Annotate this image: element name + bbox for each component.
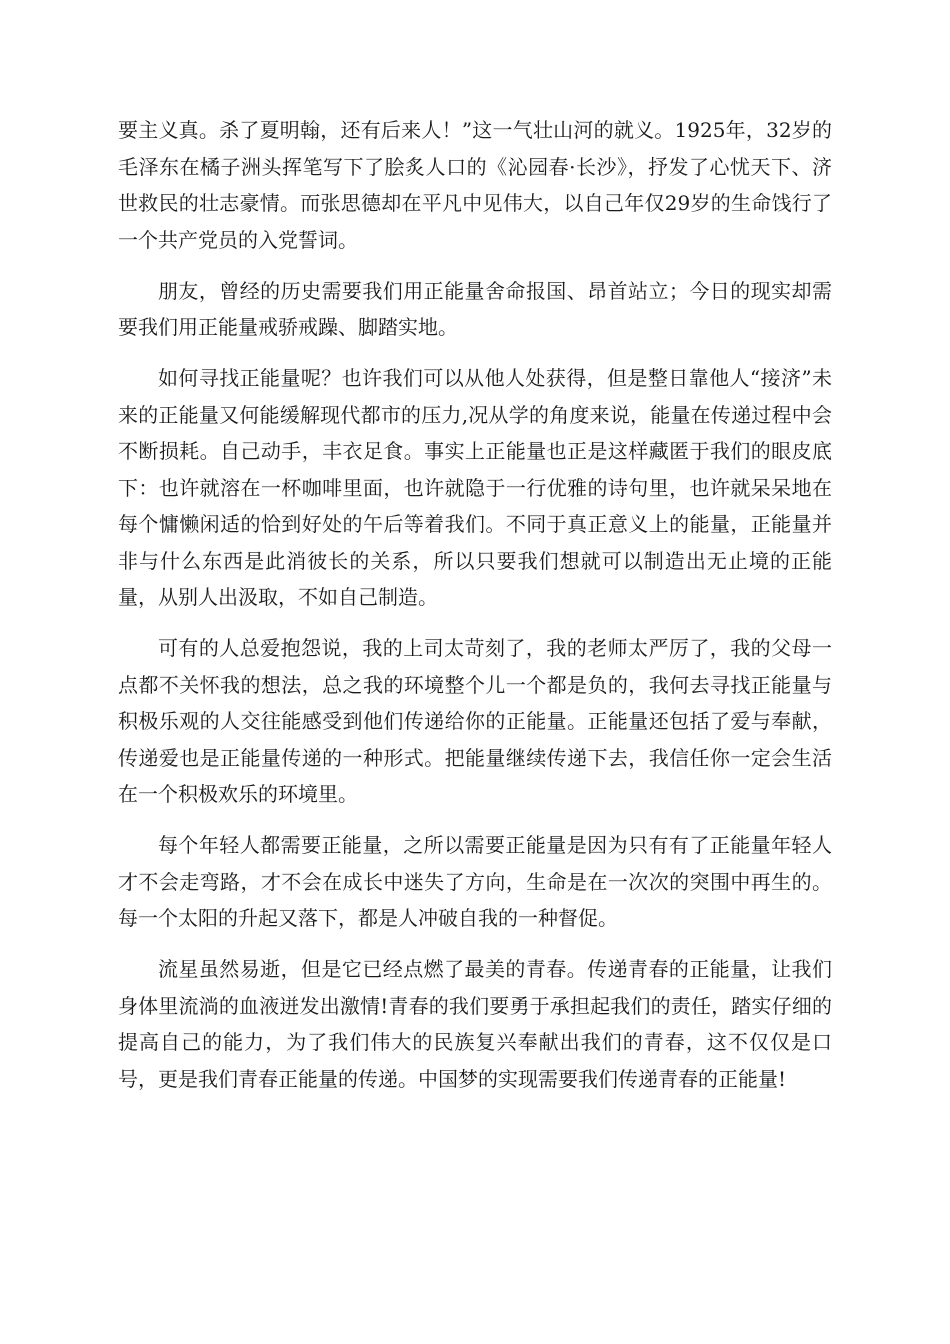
paragraph-2: 朋友，曾经的历史需要我们用正能量舍命报国、昂首站立；今日的现实却需要我们用正能量戒骄戒躁、脚踏实地。	[118, 278, 832, 339]
paragraph-1: 要主义真。杀了夏明翰，还有后来人！”这一气壮山河的就义。1925年，32岁的毛泽东在橘子洲头挥笔写下了脍炙人口的《沁园春·长沙》，抒发了心忧天下、济世救民的壮志豪情。而张思德却在平凡中见伟大，以自己年仅29岁的生命饯行了一个共产党员的入党誓词。	[118, 118, 832, 252]
paragraph-6: 流星虽然易逝，但是它已经点燃了最美的青春。传递青春的正能量，让我们身体里流淌的血液迸发出激情!青春的我们要勇于承担起我们的责任，踏实仔细的提高自己的能力，为了我们伟大的民族复兴奉献出我们的青春，这不仅仅是口号，更是我们青春正能量的传递。中国梦的实现需要我们传递青春的正能量!	[118, 957, 832, 1091]
document-page	[118, 112, 832, 1112]
paragraph-5: 每个年轻人都需要正能量，之所以需要正能量是因为只有有了正能量年轻人才不会走弯路，才不会在成长中迷失了方向，生命是在一次次的突围中再生的。每一个太阳的升起又落下，都是人冲破自我的一种督促。	[118, 833, 832, 930]
paragraph-3: 如何寻找正能量呢？也许我们可以从他人处获得，但是整日靠他人“接济”未来的正能量又何能缓解现代都市的压力,况从学的角度来说，能量在传递过程中会不断损耗。自己动手，丰衣足食。事实上正能量也正是这样藏匿于我们的眼皮底下：也许就溶在一杯咖啡里面，也许就隐于一行优雅的诗句里，也许就呆呆地在每个慵懒闲适的恰到好处的午后等着我们。不同于真正意义上的能量，正能量并非与什么东西是此消彼长的关系，所以只要我们想就可以制造出无止境的正能量，从别人出汲取，不如自己制造。	[118, 366, 832, 609]
paragraph-4: 可有的人总爱抱怨说，我的上司太苛刻了，我的老师太严厉了，我的父母一点都不关怀我的想法，总之我的环境整个儿一个都是负的，我何去寻找正能量与积极乐观的人交往能感受到他们传递给你的正能量。正能量还包括了爱与奉献，传递爱也是正能量传递的一种形式。把能量继续传递下去，我信任你一定会生活在一个积极欢乐的环境里。	[118, 636, 832, 806]
